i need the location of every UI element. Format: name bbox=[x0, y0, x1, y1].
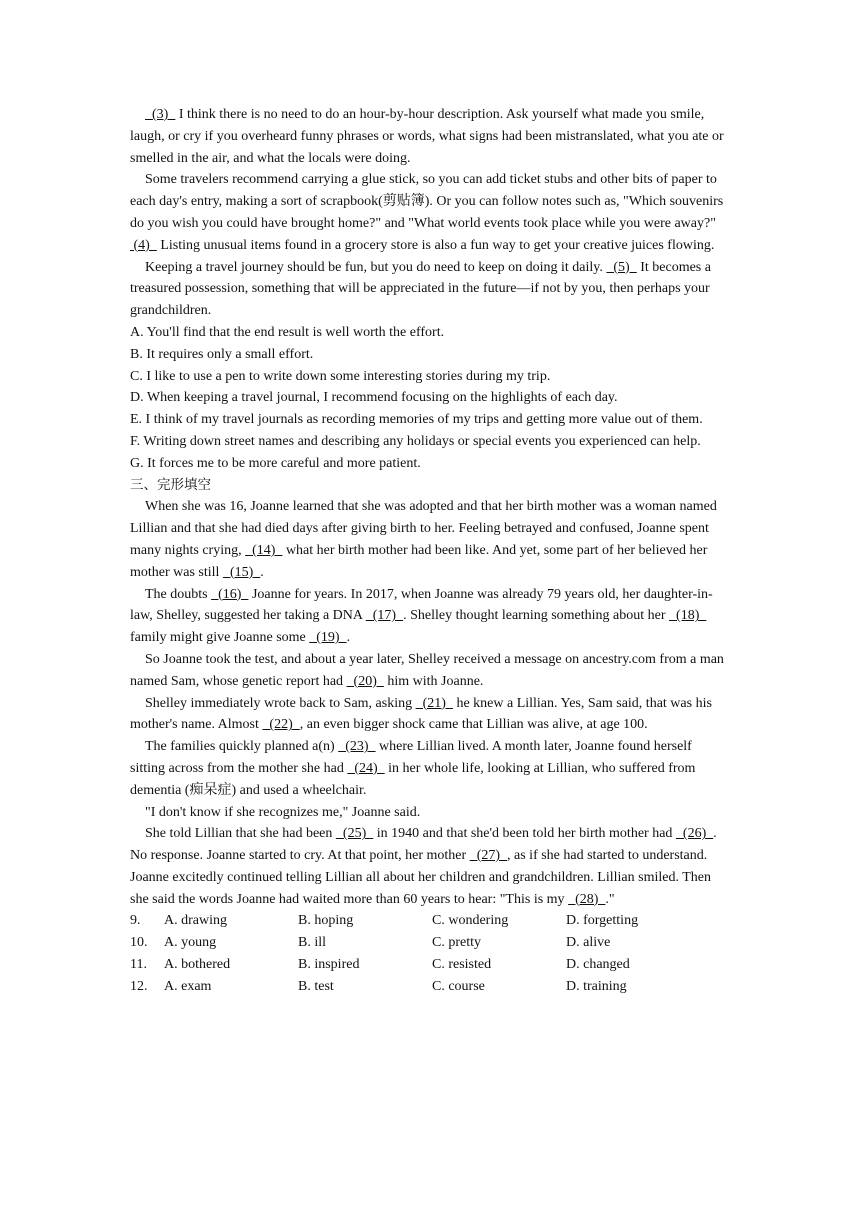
option-a: A. young bbox=[164, 935, 217, 951]
paragraph-journal-1 bbox=[130, 104, 730, 169]
paragraph-journal-3 bbox=[130, 257, 730, 322]
choice-d: D. When keeping a travel journal, I recommend focusing on the highlights of each day. bbox=[130, 390, 618, 406]
blank-20: (20) bbox=[346, 673, 384, 689]
paragraph-text: I think there is no need to do an hour-by-hour description. Ask yourself what made you smile, laugh, or cry if you overheard funny phrases or words, what signs had been mistranslated, what you ate or smelled in the air, and what the locals were doing. bbox=[130, 107, 724, 166]
question-row-9 bbox=[130, 910, 696, 932]
cloze-paragraph-6: "I don't know if she recognizes me," Joanne said. bbox=[145, 804, 421, 820]
blank-17: (17) bbox=[365, 608, 404, 624]
question-number: 11. bbox=[130, 957, 147, 973]
option-c: C. resisted bbox=[432, 957, 492, 973]
blank-16: (16) bbox=[211, 586, 249, 602]
paragraph-text: he knew a Lillian. Yes, Sam said, that was his mother's name. Almost bbox=[130, 695, 712, 733]
question-number: 9. bbox=[130, 913, 141, 929]
blank-22: (22) bbox=[262, 717, 300, 733]
blank-5: (5) bbox=[606, 259, 637, 275]
paragraph-text: , as if she had started to understand. Joanne excitedly continued telling Lillian all about her children and grandchildren. Lillian smiled. Then she said the words Joanne had waited more than 60 years to hear: "This is my bbox=[130, 848, 711, 907]
option-d: D. changed bbox=[566, 957, 630, 973]
paragraph-text: So Joanne took the test, and about a year later, Shelley received a message on ancestry.com from a man named Sam, whose genetic report had bbox=[130, 651, 724, 689]
paragraph-text: It becomes a treasured possession, something that will be appreciated in the future—if not by you, then perhaps your grandchildren. bbox=[130, 259, 711, 319]
paragraph-text: him with Joanne. bbox=[383, 673, 484, 689]
blank-4: (4) bbox=[130, 237, 157, 253]
blank-23: (23) bbox=[338, 739, 376, 755]
blank-18: (18) bbox=[669, 608, 707, 624]
blank-26: (26) bbox=[675, 826, 714, 842]
cloze-paragraph-3 bbox=[130, 649, 730, 693]
paragraph-journal-2 bbox=[130, 169, 730, 256]
option-b: B. hoping bbox=[298, 913, 354, 929]
paragraph-text: in 1940 and that she'd been told her birth mother had bbox=[373, 826, 676, 842]
cloze-paragraph-7 bbox=[130, 823, 730, 910]
question-number: 12. bbox=[130, 978, 148, 994]
option-a: A. drawing bbox=[164, 913, 227, 929]
blank-28: (28) bbox=[568, 891, 606, 907]
document-page bbox=[130, 104, 730, 998]
choice-e: E. I think of my travel journals as recording memories of my trips and getting more value out of them. bbox=[130, 412, 703, 428]
blank-3: (3) bbox=[145, 107, 176, 122]
blank-24: (24) bbox=[347, 760, 385, 776]
question-row-12 bbox=[130, 976, 696, 998]
paragraph-text: Joanne for years. In 2017, when Joanne was already 79 years old, her daughter-in-law, Shelley, suggested her taking a DNA bbox=[130, 586, 713, 624]
paragraph-text: ." bbox=[605, 891, 615, 907]
paragraph-text: Shelley immediately wrote back to Sam, asking bbox=[145, 695, 416, 711]
option-b: B. inspired bbox=[298, 957, 360, 973]
paragraph-text: Listing unusual items found in a grocery store is also a fun way to get your creative juices flowing. bbox=[156, 237, 715, 253]
paragraph-text: what her birth mother had been like. And yet, some part of her believed her mother was still bbox=[130, 542, 708, 580]
choice-g: G. It forces me to be more careful and more patient. bbox=[130, 455, 421, 471]
choice-f: F. Writing down street names and describing any holidays or special events you experienced can help. bbox=[130, 433, 701, 449]
paragraph-text: . bbox=[260, 564, 264, 580]
blank-14: (14) bbox=[245, 542, 283, 558]
blank-19: (19) bbox=[309, 630, 347, 646]
cloze-paragraph-1 bbox=[130, 496, 730, 583]
paragraph-text: . No response. Joanne started to cry. At that point, her mother bbox=[130, 826, 717, 864]
options-table bbox=[130, 910, 696, 997]
option-b: B. ill bbox=[298, 935, 327, 951]
option-c: C. course bbox=[432, 978, 485, 994]
question-row-10 bbox=[130, 932, 696, 954]
paragraph-text: in her whole life, looking at Lillian, who suffered from dementia (痴呆症) and used a wheelchair. bbox=[130, 760, 696, 798]
choice-a: A. You'll find that the end result is well worth the effort. bbox=[130, 324, 445, 340]
blank-27: (27) bbox=[469, 848, 508, 864]
paragraph-text: Keeping a travel journey should be fun, but you do need to keep on doing it daily. bbox=[145, 259, 607, 275]
paragraph-text: , an even bigger shock came that Lillian was alive, at age 100. bbox=[299, 717, 648, 733]
question-number: 10. bbox=[130, 935, 148, 951]
cloze-paragraph-4 bbox=[130, 693, 730, 737]
paragraph-text: When she was 16, Joanne learned that she was adopted and that her birth mother was a woman named Lillian and that she had died days after giving birth to her. Feeling betrayed and confused, Joanne spent many nights crying, bbox=[130, 499, 717, 558]
paragraph-text: She told Lillian that she had been bbox=[145, 826, 336, 842]
paragraph-text: . bbox=[346, 630, 351, 646]
option-c: C. wondering bbox=[432, 913, 509, 929]
paragraph-text: family might give Joanne some bbox=[130, 630, 310, 646]
cloze-paragraph-2 bbox=[130, 584, 730, 649]
option-c: C. pretty bbox=[432, 935, 481, 951]
option-b: B. test bbox=[298, 978, 334, 994]
blank-15: (15) bbox=[222, 564, 261, 580]
paragraph-text: where Lillian lived. A month later, Joanne found herself sitting across from the mother she had bbox=[130, 739, 692, 776]
option-a: A. bothered bbox=[164, 957, 231, 973]
question-row-11 bbox=[130, 954, 696, 976]
paragraph-text: The doubts bbox=[145, 586, 212, 602]
paragraph-text: Some travelers recommend carrying a glue stick, so you can add ticket stubs and other bits of paper to each day's entry, making a sort of scrapbook(剪贴簿). Or you can follow notes such as, "Which souvenirs do you wish you could have brought home?" and "What world events took place while you were away?" bbox=[130, 172, 724, 231]
option-a: A. exam bbox=[164, 978, 212, 994]
option-d: D. forgetting bbox=[566, 913, 639, 929]
blank-21: (21) bbox=[415, 695, 453, 711]
blank-25: (25) bbox=[335, 826, 374, 842]
paragraph-text: . Shelley thought learning something about her bbox=[403, 608, 670, 624]
section-heading: 三、完形填空 bbox=[130, 476, 211, 493]
choice-b: B. It requires only a small effort. bbox=[130, 346, 314, 362]
choice-c: C. I like to use a pen to write down some interesting stories during my trip. bbox=[130, 368, 551, 384]
cloze-paragraph-5 bbox=[130, 736, 730, 801]
option-d: D. training bbox=[566, 978, 627, 994]
paragraph-text: The families quickly planned a(n) bbox=[145, 739, 339, 755]
option-d: D. alive bbox=[566, 935, 611, 951]
